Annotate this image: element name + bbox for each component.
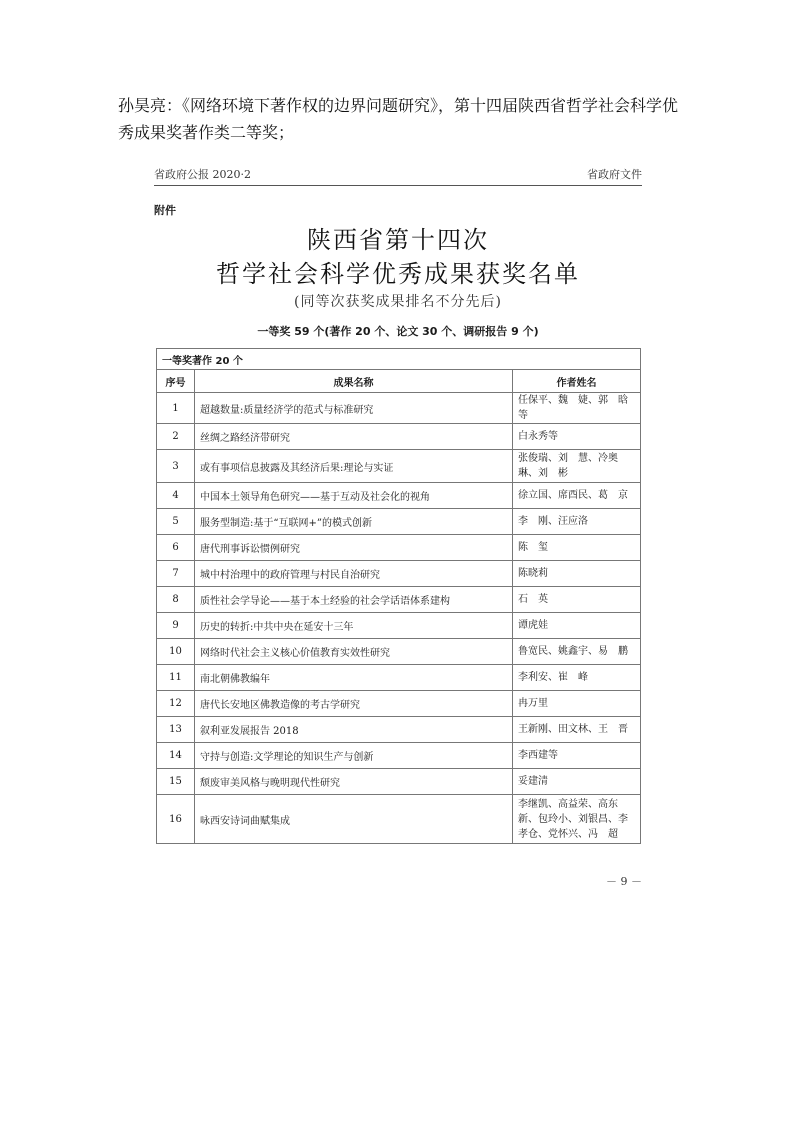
header-left: 省政府公报 2020·2 <box>154 168 251 181</box>
award-summary: 一等奖 59 个(著作 20 个、论文 30 个、调研报告 9 个) <box>257 325 539 338</box>
col-header-no: 序号 <box>157 370 195 393</box>
scanned-page <box>150 160 646 895</box>
table-row <box>157 639 641 665</box>
row-author: 张俊瑞、刘 慧、冷奥琳、刘 彬 <box>513 450 641 483</box>
row-number: 13 <box>157 717 195 743</box>
table-row <box>157 393 641 424</box>
row-number: 4 <box>157 483 195 509</box>
table-row <box>157 561 641 587</box>
row-number: 12 <box>157 691 195 717</box>
row-number: 11 <box>157 665 195 691</box>
row-title: 超越数量:质量经济学的范式与标准研究 <box>195 393 513 424</box>
row-number: 16 <box>157 795 195 844</box>
table-row <box>157 795 641 844</box>
row-author: 王新刚、田文林、王 晋 <box>513 717 641 743</box>
section-title: 一等奖著作 20 个 <box>157 349 641 370</box>
row-title: 叙利亚发展报告 2018 <box>195 717 513 743</box>
row-number: 8 <box>157 587 195 613</box>
row-title: 颓废审美风格与晚明现代性研究 <box>195 769 513 795</box>
table-section-row <box>157 349 641 370</box>
row-author: 石 英 <box>513 587 641 613</box>
title-line-1: 陕西省第十四次 <box>307 226 489 254</box>
row-author: 徐立国、席酉民、葛 京 <box>513 483 641 509</box>
row-title: 或有事项信息披露及其经济后果:理论与实证 <box>195 450 513 483</box>
table-row <box>157 450 641 483</box>
row-number: 15 <box>157 769 195 795</box>
row-author: 鲁宽民、姚鑫宇、易 鹏 <box>513 639 641 665</box>
table-row <box>157 483 641 509</box>
page-header <box>154 166 642 182</box>
row-title: 唐代刑事诉讼惯例研究 <box>195 535 513 561</box>
row-author: 陈 玺 <box>513 535 641 561</box>
row-author: 妥建清 <box>513 769 641 795</box>
col-header-author: 作者姓名 <box>513 370 641 393</box>
row-title: 中国本土领导角色研究——基于互动及社会化的视角 <box>195 483 513 509</box>
attachment-label: 附件 <box>154 204 176 217</box>
row-title: 服务型制造:基于“互联网+”的模式创新 <box>195 509 513 535</box>
award-table-wrapper <box>156 348 640 844</box>
table-row <box>157 665 641 691</box>
row-author: 李利安、崔 峰 <box>513 665 641 691</box>
row-number: 5 <box>157 509 195 535</box>
row-number: 7 <box>157 561 195 587</box>
row-number: 3 <box>157 450 195 483</box>
row-author: 陈晓莉 <box>513 561 641 587</box>
table-row <box>157 743 641 769</box>
row-author: 冉万里 <box>513 691 641 717</box>
row-title: 网络时代社会主义核心价值教育实效性研究 <box>195 639 513 665</box>
row-number: 1 <box>157 393 195 424</box>
row-author: 李继凯、高益荣、高东新、包玲小、刘银昌、李孝仓、党怀兴、冯 超 <box>513 795 641 844</box>
table-row <box>157 535 641 561</box>
table-row <box>157 717 641 743</box>
row-title: 城中村治理中的政府管理与村民自治研究 <box>195 561 513 587</box>
row-author: 白永秀等 <box>513 424 641 450</box>
row-number: 2 <box>157 424 195 450</box>
row-number: 10 <box>157 639 195 665</box>
col-header-title: 成果名称 <box>195 370 513 393</box>
row-title: 历史的转折:中共中央在延安十三年 <box>195 613 513 639</box>
title-line-2: 哲学社会科学优秀成果获奖名单 <box>216 260 580 288</box>
page-number: － 9 － <box>606 875 642 888</box>
row-title: 质性社会学导论——基于本土经验的社会学话语体系建构 <box>195 587 513 613</box>
row-author: 李西建等 <box>513 743 641 769</box>
award-table <box>156 348 641 844</box>
subtitle: (同等次获奖成果排名不分先后) <box>294 294 502 310</box>
table-row <box>157 509 641 535</box>
table-row <box>157 587 641 613</box>
row-author: 任保平、魏 婕、郭 晗等 <box>513 393 641 424</box>
table-header-row <box>157 370 641 393</box>
header-right: 省政府文件 <box>587 168 642 181</box>
row-number: 9 <box>157 613 195 639</box>
row-number: 6 <box>157 535 195 561</box>
row-title: 守持与创造:文学理论的知识生产与创新 <box>195 743 513 769</box>
table-row <box>157 691 641 717</box>
table-row <box>157 424 641 450</box>
table-row <box>157 613 641 639</box>
row-author: 李 刚、汪应洛 <box>513 509 641 535</box>
row-title: 南北朝佛教编年 <box>195 665 513 691</box>
intro-paragraph: 孙昊亮：《网络环境下著作权的边界问题研究》，第十四届陕西省哲学社会科学优秀成果奖著作类二等奖； <box>118 96 679 142</box>
row-title: 唐代长安地区佛教造像的考古学研究 <box>195 691 513 717</box>
row-title: 丝绸之路经济带研究 <box>195 424 513 450</box>
row-number: 14 <box>157 743 195 769</box>
table-row <box>157 769 641 795</box>
header-divider <box>154 185 642 186</box>
row-author: 谭虎娃 <box>513 613 641 639</box>
row-title: 咏西安诗词曲赋集成 <box>195 795 513 844</box>
